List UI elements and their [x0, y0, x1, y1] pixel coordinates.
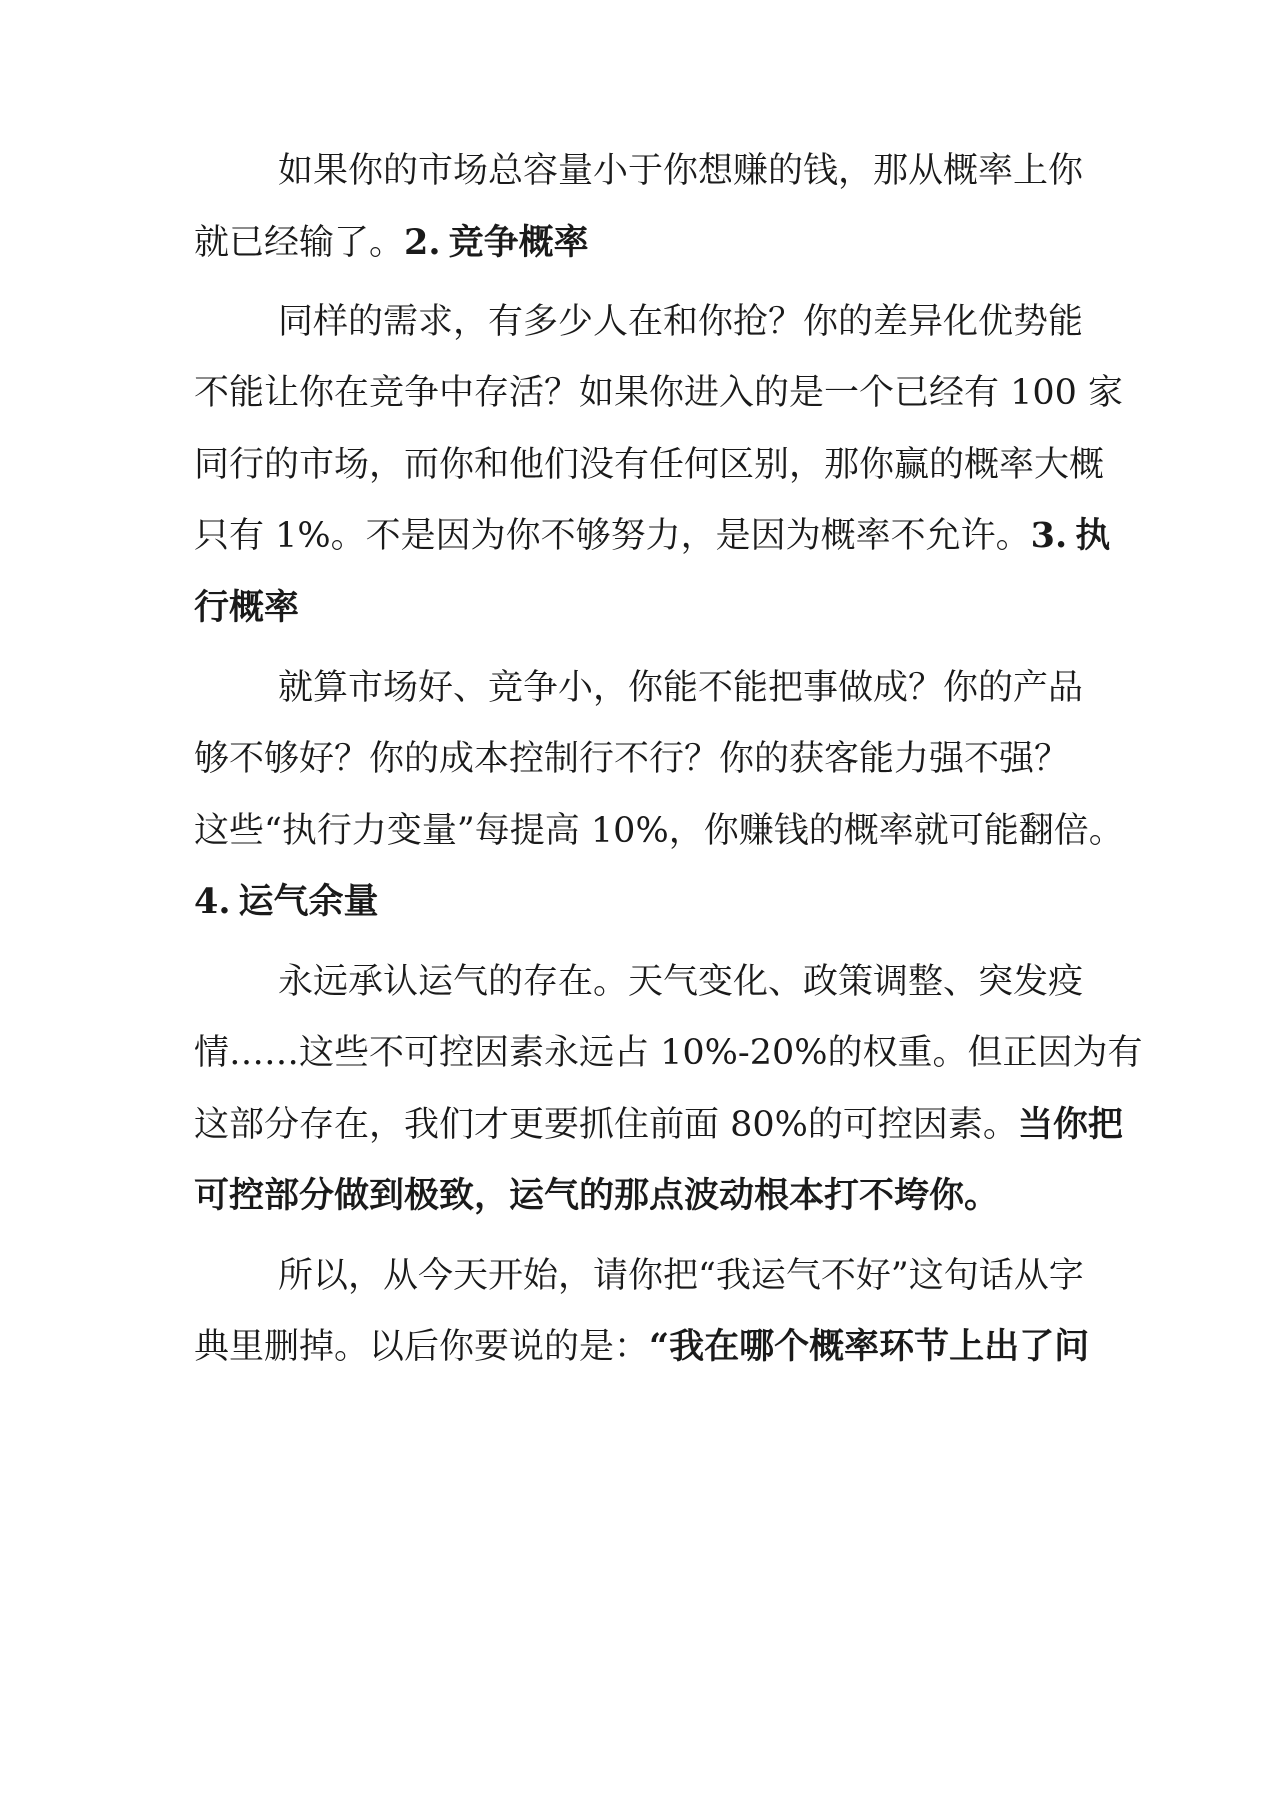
text-line — [194, 735, 1094, 783]
text-line — [194, 584, 1094, 632]
text-run: 同行的市场，而你和他们没有任何区别，那你赢的概率大概 — [194, 445, 1105, 485]
text-line — [194, 1323, 1094, 1371]
text-line — [194, 878, 1094, 926]
text-line — [194, 219, 1094, 267]
text-line — [278, 147, 1178, 195]
text-run: 如果你的市场总容量小于你想赚的钱，那从概率上你 — [278, 151, 1084, 191]
text-line — [194, 441, 1105, 489]
text-run: 永远承认运气的存在。天气变化、政策调整、突发疫 — [278, 962, 1084, 1002]
text-line — [278, 298, 1178, 346]
bold-text: 可控部分做到极致，运气的那点波动根本打不垮你。 — [194, 1175, 1000, 1216]
section-number: 2. — [404, 222, 441, 263]
section-heading: 竞争概率 — [448, 222, 589, 263]
text-run: 情……这些不可控因素永远占 10%-20%的权重。但正因为有 — [194, 1033, 1143, 1073]
text-run: 只有 1%。不是因为你不够努力，是因为概率不允许。 — [194, 516, 1031, 556]
text-run: 就算市场好、竞争小，你能不能把事做成？你的产品 — [278, 668, 1084, 708]
text-run: 这些“执行力变量”每提高 10%，你赚钱的概率就可能翻倍。 — [194, 811, 1124, 851]
text-line — [278, 1252, 1178, 1300]
section-heading: 执 — [1075, 515, 1111, 556]
section-heading: 运气余量 — [238, 881, 379, 922]
text-line — [278, 664, 1178, 712]
text-line — [194, 807, 1124, 855]
section-heading: 行概率 — [194, 587, 300, 628]
text-line — [194, 1172, 1094, 1220]
text-line — [194, 369, 1124, 417]
section-number: 4. — [194, 881, 231, 922]
text-run: 所以，从今天开始，请你把“我运气不好”这句话从字 — [278, 1256, 1084, 1296]
bold-text: 当你把 — [1017, 1104, 1123, 1145]
text-line — [194, 512, 1111, 560]
text-line — [194, 1101, 1123, 1149]
section-number: 3. — [1030, 515, 1068, 556]
text-run: 典里删掉。以后你要说的是： — [194, 1327, 650, 1367]
bold-text: “我在哪个概率环节上出了问 — [649, 1326, 1090, 1367]
text-run: 不能让你在竞争中存活？如果你进入的是一个已经有 100 家 — [194, 373, 1124, 413]
text-run: 同样的需求，有多少人在和你抢？你的差异化优势能 — [278, 302, 1084, 342]
text-run: 够不够好？你的成本控制行不行？你的获客能力强不强？ — [194, 739, 1070, 779]
text-line — [194, 1029, 1143, 1077]
text-line — [278, 958, 1178, 1006]
text-run: 这部分存在，我们才更要抓住前面 80%的可控因素。 — [194, 1105, 1018, 1145]
text-run: 就已经输了。 — [194, 223, 405, 263]
